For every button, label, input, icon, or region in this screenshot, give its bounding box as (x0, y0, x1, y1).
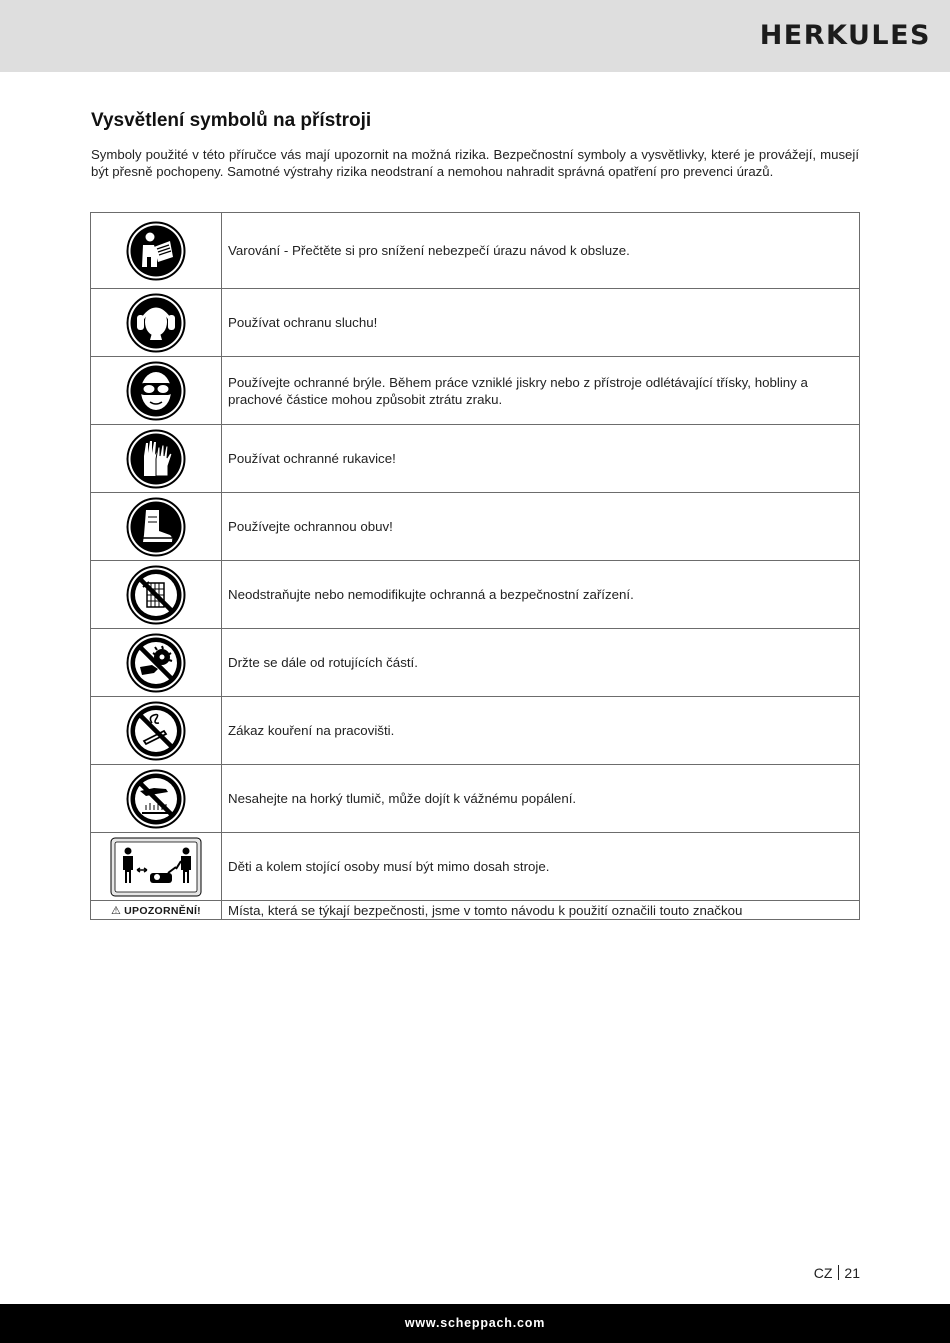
section-intro: Symboly použité v této příručce vás mají upozornit na možná rizika. Bezpečnostní symboly a vysvětlivky, které je provážejí, musejí být přesně pochopeny. Samotné výstrahy rizika neodstraní a nemohou nahradit správná opatření pro prevenci úrazů. (91, 147, 859, 179)
section-title: Vysvětlení symbolů na přístroji (91, 110, 372, 131)
icon-cell (91, 357, 222, 425)
icon-cell (91, 765, 222, 833)
icon-cell (91, 697, 222, 765)
page-number-divider (838, 1265, 839, 1280)
do-not-touch-hot-muffler-icon (126, 769, 186, 829)
symbol-text: Používat ochranu sluchu! (222, 289, 860, 357)
symbol-text: Používejte ochrannou obuv! (222, 493, 860, 561)
brand-logo: HERKULES (759, 20, 931, 51)
page-number-value: 21 (844, 1265, 860, 1281)
symbol-text: Děti a kolem stojící osoby musí být mimo dosah stroje. (222, 833, 860, 901)
table-row (91, 629, 860, 697)
icon-cell (91, 425, 222, 493)
page-number (814, 1265, 860, 1281)
symbols-table (90, 212, 860, 920)
safety-boots-icon (126, 497, 186, 557)
symbol-text: Zákaz kouření na pracovišti. (222, 697, 860, 765)
icon-cell (91, 289, 222, 357)
warning-text: Místa, která se týkají bezpečnosti, jsme v tomto návodu k použití označili touto značkou (222, 901, 860, 920)
footer-url[interactable]: www.scheppach.com (404, 1316, 546, 1330)
table-row (91, 833, 860, 901)
warning-row (91, 901, 860, 920)
symbol-text: Používejte ochranné brýle. Během práce vzniklé jiskry nebo z přístroje odlétávající třísky, hobliny a prachové částice mohou způsobit ztrátu zraku. (222, 357, 860, 425)
icon-cell (91, 493, 222, 561)
no-smoking-icon (126, 701, 186, 761)
keep-bystanders-away-icon (110, 837, 202, 897)
icon-cell (91, 833, 222, 901)
table-row (91, 697, 860, 765)
icon-cell (91, 213, 222, 289)
table-row (91, 289, 860, 357)
table-row (91, 765, 860, 833)
warning-label: UPOZORNĚNÍ! (124, 904, 201, 917)
symbol-text: Držte se dále od rotujících částí. (222, 629, 860, 697)
table-row (91, 493, 860, 561)
page-footer (0, 1304, 950, 1343)
symbol-text: Používat ochranné rukavice! (222, 425, 860, 493)
warning-triangle-icon: ⚠ (111, 904, 122, 917)
symbol-text: Nesahejte na horký tlumič, může dojít k vážnému popálení. (222, 765, 860, 833)
keep-away-rotating-parts-icon (126, 633, 186, 693)
warning-label-cell (91, 901, 222, 920)
protective-gloves-icon (126, 429, 186, 489)
symbol-text: Varování - Přečtěte si pro snížení nebezpečí úrazu návod k obsluze. (222, 213, 860, 289)
table-row (91, 561, 860, 629)
icon-cell (91, 629, 222, 697)
table-row (91, 425, 860, 493)
safety-goggles-icon (126, 361, 186, 421)
page-lang: CZ (813, 1265, 833, 1281)
hearing-protection-icon (126, 293, 186, 353)
symbol-text: Neodstraňujte nebo nemodifikujte ochranná a bezpečnostní zařízení. (222, 561, 860, 629)
table-row (91, 213, 860, 289)
page-header (0, 0, 950, 72)
no-removing-guards-icon (126, 565, 186, 625)
icon-cell (91, 561, 222, 629)
read-manual-icon (126, 221, 186, 281)
table-row (91, 357, 860, 425)
